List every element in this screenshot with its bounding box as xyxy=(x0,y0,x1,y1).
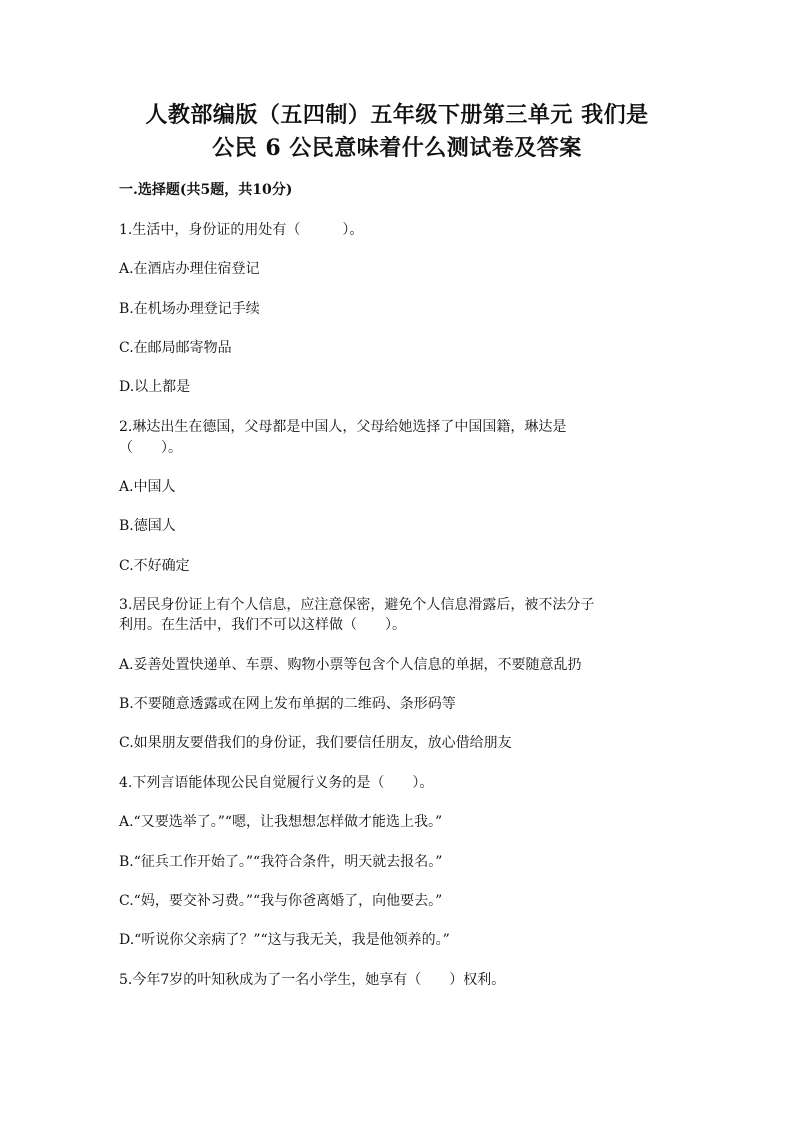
question-2-option-a: A.中国人 xyxy=(119,479,176,495)
question-1-stem: 1.生活中，身份证的用处有（ ）。 xyxy=(119,222,364,238)
question-1-option-c: C.在邮局邮寄物品 xyxy=(119,340,232,356)
question-2-stem-line-2: （ ）。 xyxy=(119,440,182,456)
question-4-option-d: D.“听说你父亲病了？”“这与我无关，我是他领养的。” xyxy=(119,932,450,948)
document-title-line-1: 人教部编版（五四制）五年级下册第三单元 我们是 xyxy=(145,102,649,128)
question-1-option-a: A.在酒店办理住宿登记 xyxy=(119,261,260,277)
question-4-option-b: B.“征兵工作开始了。”“我符合条件，明天就去报名。” xyxy=(119,854,443,870)
question-4-option-a: A.“又要选举了。”“嗯，让我想想怎样做才能选上我。” xyxy=(119,814,443,830)
question-5-stem: 5.今年7岁的叶知秋成为了一名小学生，她享有（ ）权利。 xyxy=(119,972,506,988)
section-heading: 一.选择题(共5题，共10分) xyxy=(119,182,293,198)
question-3-option-c: C.如果朋友要借我们的身份证，我们要信任朋友，放心借给朋友 xyxy=(119,735,512,751)
question-3-option-a: A.妥善处置快递单、车票、购物小票等包含个人信息的单据，不要随意乱扔 xyxy=(119,657,582,673)
question-3-stem-line-1: 3.居民身份证上有个人信息，应注意保密，避免个人信息滑露后，被不法分子 xyxy=(119,597,595,613)
document-title-line-2: 公民 6 公民意味着什么测试卷及答案 xyxy=(212,135,582,161)
question-2-option-c: C.不好确定 xyxy=(119,558,190,574)
question-1-option-b: B.在机场办理登记手续 xyxy=(119,301,260,317)
question-1-option-d: D.以上都是 xyxy=(119,379,191,395)
question-2-stem-line-1: 2.琳达出生在德国，父母都是中国人，父母给她选择了中国国籍，琳达是 xyxy=(119,419,567,435)
question-3-option-b: B.不要随意透露或在网上发布单据的二维码、条形码等 xyxy=(119,696,456,712)
question-3-stem-line-2: 利用。在生活中，我们不可以这样做（ ）。 xyxy=(119,617,406,633)
question-2-option-b: B.德国人 xyxy=(119,518,176,534)
question-4-option-c: C.“妈，要交补习费。”“我与你爸离婚了，向他要去。” xyxy=(119,893,443,909)
question-4-stem: 4.下列言语能体现公民自觉履行义务的是（ ）。 xyxy=(119,775,434,791)
